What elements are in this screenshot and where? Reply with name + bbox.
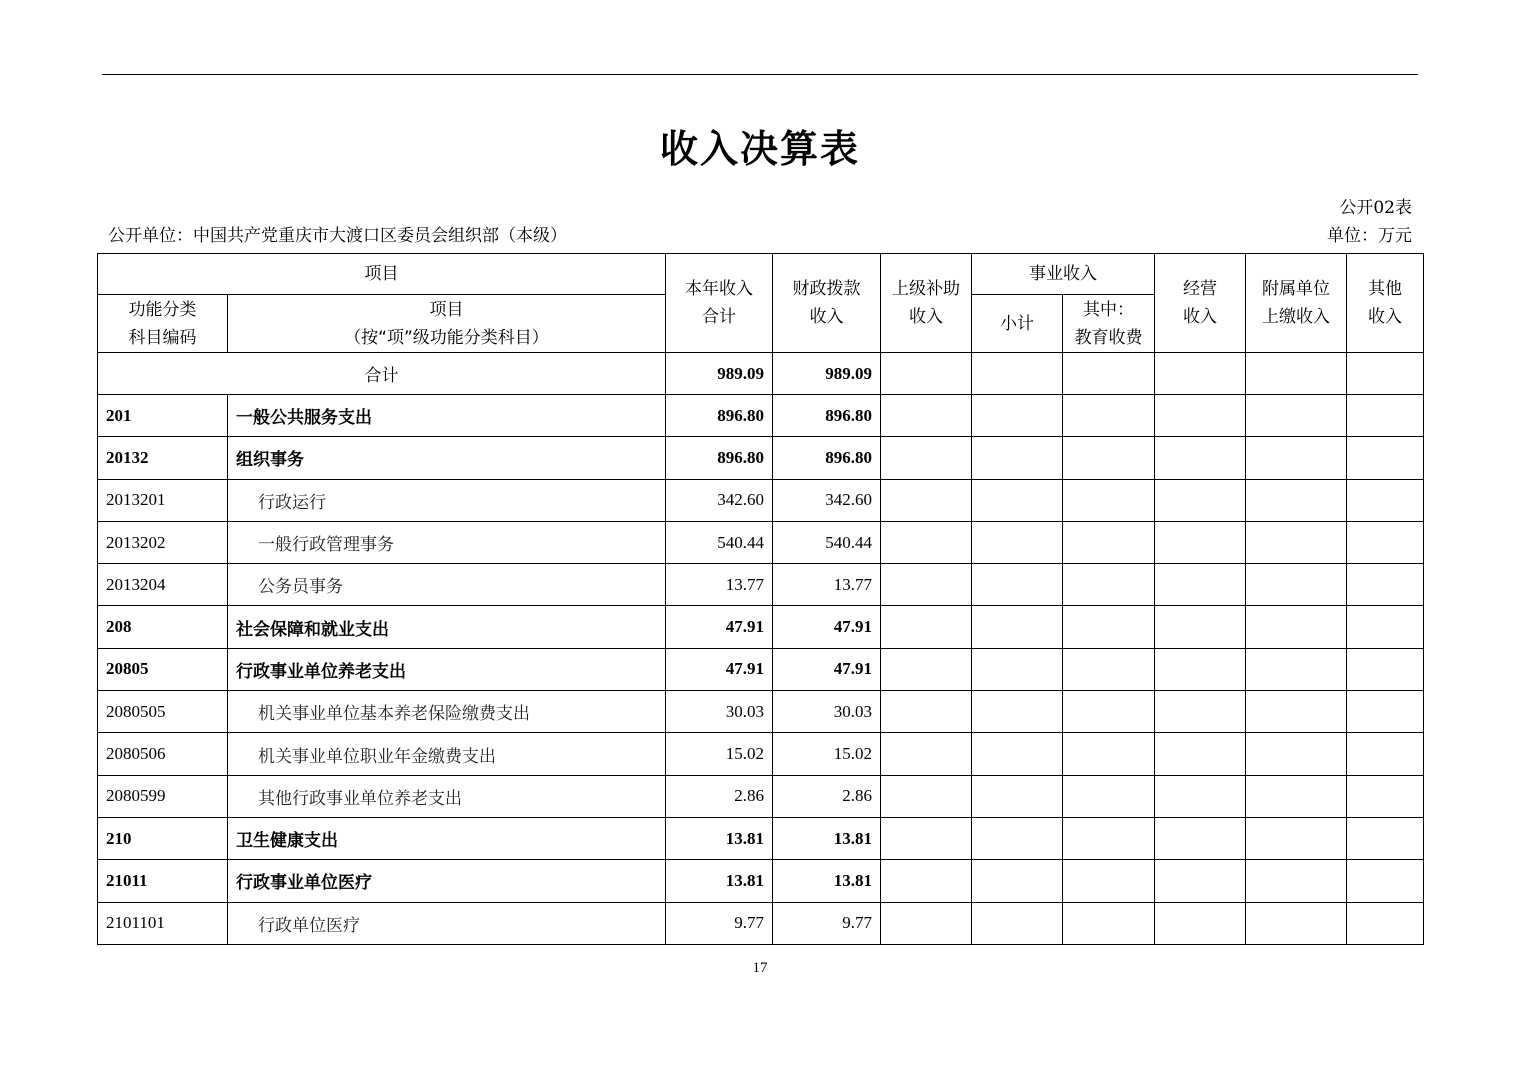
empty-cell — [1246, 564, 1347, 606]
empty-cell — [1155, 353, 1246, 395]
header-project-sub: 项目 （按“项”级功能分类科目） — [228, 295, 666, 353]
income-table — [97, 253, 1424, 945]
fiscal-income-cell: 896.80 — [773, 395, 881, 437]
empty-cell — [972, 479, 1063, 521]
header-func-code: 功能分类 科目编码 — [98, 295, 228, 353]
empty-cell — [881, 479, 972, 521]
empty-cell — [1347, 564, 1424, 606]
fiscal-income-cell: 9.77 — [773, 902, 881, 944]
fiscal-income-cell: 47.91 — [773, 606, 881, 648]
empty-cell — [881, 733, 972, 775]
func-code-cell: 2080505 — [98, 691, 228, 733]
empty-cell — [1155, 860, 1246, 902]
empty-cell — [881, 395, 972, 437]
empty-cell — [1347, 437, 1424, 479]
empty-cell — [1347, 521, 1424, 563]
empty-cell — [1347, 479, 1424, 521]
empty-cell — [1155, 395, 1246, 437]
total-row — [98, 353, 1424, 395]
table-row — [98, 860, 1424, 902]
table-row — [98, 817, 1424, 859]
total-amount: 989.09 — [666, 353, 773, 395]
empty-cell — [1155, 437, 1246, 479]
total-income-cell: 896.80 — [666, 437, 773, 479]
empty-cell — [1347, 860, 1424, 902]
fiscal-income-cell: 13.81 — [773, 860, 881, 902]
empty-cell — [881, 860, 972, 902]
item-name-cell: 卫生健康支出 — [228, 817, 666, 859]
table-row — [98, 648, 1424, 690]
fiscal-income-cell: 15.02 — [773, 733, 881, 775]
func-code-cell: 2013201 — [98, 479, 228, 521]
empty-cell — [972, 395, 1063, 437]
empty-cell — [972, 691, 1063, 733]
empty-cell — [1063, 395, 1155, 437]
total-income-cell: 9.77 — [666, 902, 773, 944]
fiscal-income-cell: 342.60 — [773, 479, 881, 521]
table-row — [98, 437, 1424, 479]
func-code-cell: 201 — [98, 395, 228, 437]
empty-cell — [881, 902, 972, 944]
empty-cell — [1246, 479, 1347, 521]
total-income-cell: 47.91 — [666, 606, 773, 648]
func-code-cell: 2080506 — [98, 733, 228, 775]
reporting-unit: 公开单位：中国共产党重庆市大渡口区委员会组织部（本级） — [108, 226, 567, 246]
empty-cell — [1063, 817, 1155, 859]
header-subtotal: 小计 — [972, 295, 1063, 353]
empty-cell — [881, 564, 972, 606]
empty-cell — [1063, 691, 1155, 733]
fiscal-income-cell: 13.77 — [773, 564, 881, 606]
item-name-cell: 行政事业单位医疗 — [228, 860, 666, 902]
func-code-cell: 21011 — [98, 860, 228, 902]
table-row — [98, 395, 1424, 437]
func-code-cell: 20805 — [98, 648, 228, 690]
empty-cell — [1246, 860, 1347, 902]
empty-cell — [1063, 521, 1155, 563]
item-name-cell: 组织事务 — [228, 437, 666, 479]
empty-cell — [1063, 437, 1155, 479]
total-fiscal: 989.09 — [773, 353, 881, 395]
fiscal-income-cell: 2.86 — [773, 775, 881, 817]
table-body — [98, 353, 1424, 945]
empty-cell — [881, 775, 972, 817]
empty-cell — [1155, 902, 1246, 944]
item-name-cell: 一般公共服务支出 — [228, 395, 666, 437]
header-affiliate: 附属单位 上缴收入 — [1246, 254, 1347, 353]
total-income-cell: 13.81 — [666, 817, 773, 859]
func-code-cell: 2080599 — [98, 775, 228, 817]
item-name-cell: 行政运行 — [228, 479, 666, 521]
fiscal-income-cell: 30.03 — [773, 691, 881, 733]
item-name-cell: 公务员事务 — [228, 564, 666, 606]
currency-unit: 单位：万元 — [1327, 226, 1412, 246]
empty-cell — [972, 775, 1063, 817]
empty-cell — [1063, 733, 1155, 775]
empty-cell — [881, 648, 972, 690]
header-operation: 经营 收入 — [1155, 254, 1246, 353]
total-income-cell: 2.86 — [666, 775, 773, 817]
empty-cell — [1347, 775, 1424, 817]
form-number: 公开02表 — [1339, 198, 1412, 218]
fiscal-income-cell: 896.80 — [773, 437, 881, 479]
fiscal-income-cell: 47.91 — [773, 648, 881, 690]
empty-cell — [881, 691, 972, 733]
empty-cell — [1063, 564, 1155, 606]
item-name-cell: 机关事业单位职业年金缴费支出 — [228, 733, 666, 775]
empty-cell — [1063, 353, 1155, 395]
total-income-cell: 896.80 — [666, 395, 773, 437]
empty-cell — [1347, 353, 1424, 395]
empty-cell — [1063, 860, 1155, 902]
total-income-cell: 30.03 — [666, 691, 773, 733]
empty-cell — [972, 648, 1063, 690]
func-code-cell: 2101101 — [98, 902, 228, 944]
total-income-cell: 540.44 — [666, 521, 773, 563]
item-name-cell: 一般行政管理事务 — [228, 521, 666, 563]
total-income-cell: 13.81 — [666, 860, 773, 902]
empty-cell — [1246, 437, 1347, 479]
header-business: 事业收入 — [972, 254, 1155, 295]
empty-cell — [1246, 606, 1347, 648]
empty-cell — [1347, 395, 1424, 437]
item-name-cell: 其他行政事业单位养老支出 — [228, 775, 666, 817]
empty-cell — [1155, 733, 1246, 775]
empty-cell — [972, 817, 1063, 859]
empty-cell — [1347, 648, 1424, 690]
empty-cell — [1155, 775, 1246, 817]
empty-cell — [972, 521, 1063, 563]
empty-cell — [881, 606, 972, 648]
empty-cell — [972, 437, 1063, 479]
func-code-cell: 20132 — [98, 437, 228, 479]
empty-cell — [1246, 521, 1347, 563]
header-edu-fee: 其中： 教育收费 — [1063, 295, 1155, 353]
table-row — [98, 606, 1424, 648]
empty-cell — [972, 353, 1063, 395]
total-income-cell: 47.91 — [666, 648, 773, 690]
empty-cell — [881, 521, 972, 563]
header-fiscal: 财政拨款 收入 — [773, 254, 881, 353]
empty-cell — [881, 437, 972, 479]
fiscal-income-cell: 540.44 — [773, 521, 881, 563]
empty-cell — [1063, 479, 1155, 521]
empty-cell — [1246, 817, 1347, 859]
empty-cell — [972, 564, 1063, 606]
empty-cell — [1246, 691, 1347, 733]
empty-cell — [881, 353, 972, 395]
empty-cell — [1155, 479, 1246, 521]
empty-cell — [1246, 733, 1347, 775]
empty-cell — [1246, 648, 1347, 690]
func-code-cell: 2013204 — [98, 564, 228, 606]
table-header — [98, 254, 1424, 353]
empty-cell — [1246, 395, 1347, 437]
item-name-cell: 机关事业单位基本养老保险缴费支出 — [228, 691, 666, 733]
empty-cell — [1347, 733, 1424, 775]
header-rule — [102, 74, 1418, 75]
empty-cell — [972, 860, 1063, 902]
total-income-cell: 342.60 — [666, 479, 773, 521]
table-row — [98, 775, 1424, 817]
empty-cell — [1155, 606, 1246, 648]
empty-cell — [1155, 817, 1246, 859]
page-title: 收入决算表 — [659, 127, 860, 171]
empty-cell — [1246, 775, 1347, 817]
empty-cell — [1063, 775, 1155, 817]
table-row — [98, 733, 1424, 775]
empty-cell — [1155, 564, 1246, 606]
empty-cell — [1347, 902, 1424, 944]
empty-cell — [1155, 521, 1246, 563]
page-number: 17 — [752, 960, 768, 976]
empty-cell — [1063, 606, 1155, 648]
item-name-cell: 行政单位医疗 — [228, 902, 666, 944]
empty-cell — [1347, 691, 1424, 733]
fiscal-income-cell: 13.81 — [773, 817, 881, 859]
item-name-cell: 社会保障和就业支出 — [228, 606, 666, 648]
empty-cell — [972, 902, 1063, 944]
total-income-cell: 13.77 — [666, 564, 773, 606]
table-row — [98, 691, 1424, 733]
empty-cell — [881, 817, 972, 859]
table-row — [98, 521, 1424, 563]
header-upper-subsidy: 上级补助 收入 — [881, 254, 972, 353]
empty-cell — [1155, 648, 1246, 690]
table-row — [98, 479, 1424, 521]
empty-cell — [1347, 817, 1424, 859]
table-row — [98, 902, 1424, 944]
header-project: 项目 — [98, 254, 666, 295]
empty-cell — [1063, 902, 1155, 944]
empty-cell — [1246, 902, 1347, 944]
header-total: 本年收入 合计 — [666, 254, 773, 353]
item-name-cell: 行政事业单位养老支出 — [228, 648, 666, 690]
empty-cell — [972, 606, 1063, 648]
func-code-cell: 2013202 — [98, 521, 228, 563]
empty-cell — [972, 733, 1063, 775]
empty-cell — [1155, 691, 1246, 733]
func-code-cell: 208 — [98, 606, 228, 648]
empty-cell — [1347, 606, 1424, 648]
total-label: 合计 — [98, 353, 666, 395]
empty-cell — [1246, 353, 1347, 395]
total-income-cell: 15.02 — [666, 733, 773, 775]
empty-cell — [1063, 648, 1155, 690]
table-row — [98, 564, 1424, 606]
func-code-cell: 210 — [98, 817, 228, 859]
header-other: 其他 收入 — [1347, 254, 1424, 353]
